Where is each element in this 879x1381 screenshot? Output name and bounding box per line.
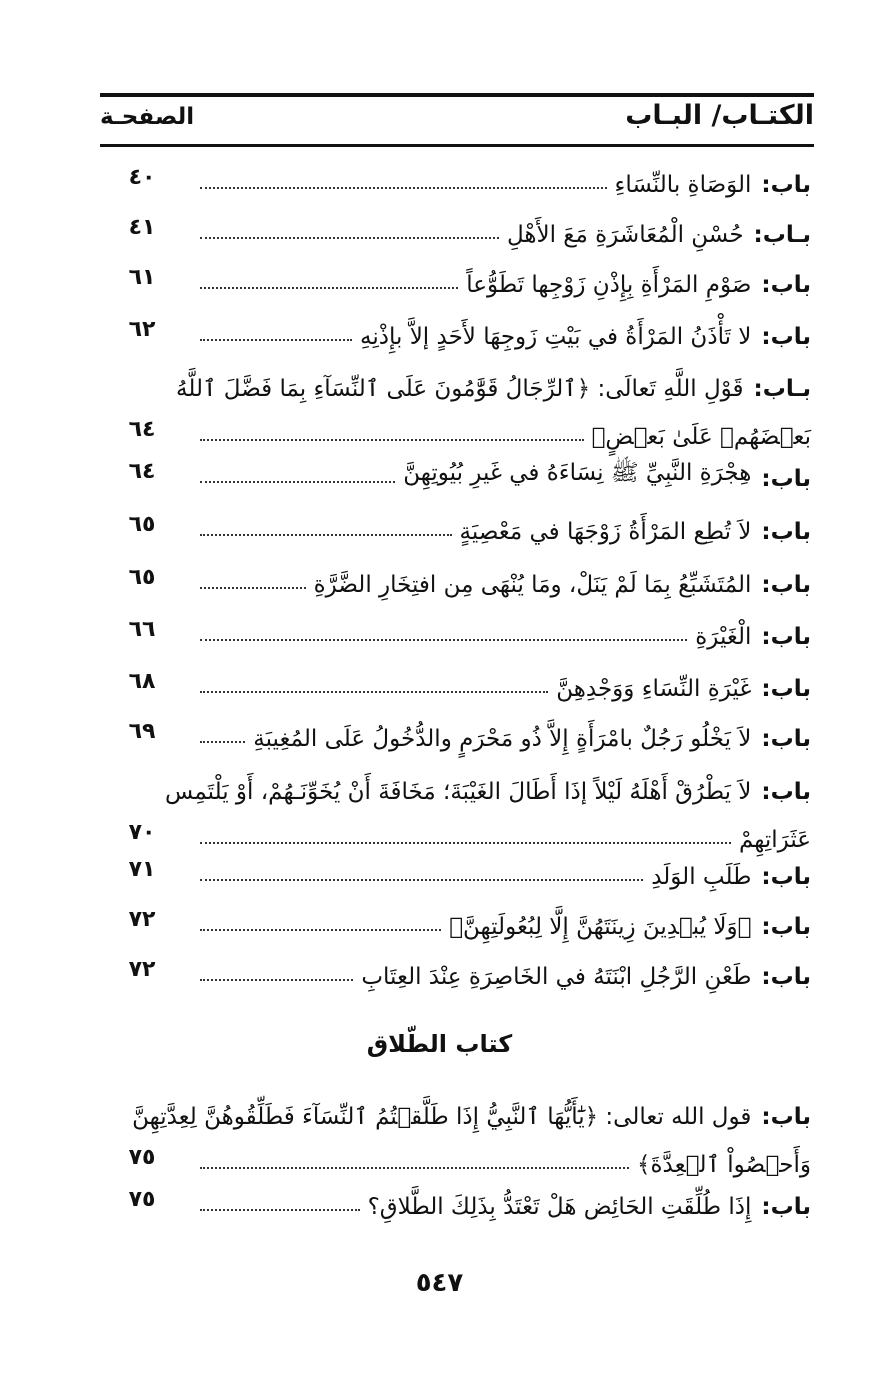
toc-entry-line xyxy=(165,765,811,805)
entry-label: بـاب: xyxy=(753,222,811,248)
entry-title: الوَصَاةِ بالنِّسَاءِ xyxy=(614,172,752,198)
entry-title: ﴿وَلَا يُبۡدِينَ زِينَتَهُنَّ إِلَّا لِبُعُولَتِهِنَّ﴾ xyxy=(449,914,752,940)
entry-title: لا تَأْذَنُ المَرْأَةُ في بَيْتِ زَوجِهَا لأَحَدٍ إلاَّ بإِذْنِهِ xyxy=(360,324,752,350)
toc-entry-line xyxy=(200,158,811,198)
dot-leader xyxy=(200,639,687,641)
entry-label: بـاب: xyxy=(753,376,811,402)
dot-leader xyxy=(200,187,607,189)
entry-page-number: ٧٥ xyxy=(128,1187,156,1212)
toc-entry-line xyxy=(200,1138,811,1178)
page-number: ٥٤٧ xyxy=(415,1268,464,1298)
entry-page-number: ٦٢ xyxy=(128,317,156,342)
toc-header xyxy=(100,92,814,144)
toc-entry-line xyxy=(200,712,811,752)
dot-leader xyxy=(200,339,352,341)
entry-label: باب: xyxy=(761,779,811,805)
entry-page-number: ٧٠ xyxy=(128,820,156,845)
dot-leader xyxy=(200,879,643,881)
toc-entry-line xyxy=(200,850,811,890)
entry-page-number: ٦١ xyxy=(128,265,156,290)
entry-title: إِذَا طُلِّقَتِ الحَائِض هَلْ تَعْتَدُّ بِذَلِكَ الطَّلاقِ؟ xyxy=(367,1194,752,1220)
entry-label: باب: xyxy=(761,172,811,198)
header-page-column: الصفحـة xyxy=(100,104,195,130)
entry-label: باب: xyxy=(761,624,811,650)
toc-entry-line xyxy=(200,662,811,702)
dot-leader xyxy=(200,741,245,743)
toc-entry-line xyxy=(200,310,811,350)
dot-leader xyxy=(200,1209,360,1211)
entry-page-number: ٧٢ xyxy=(128,907,156,932)
toc-entry-line xyxy=(200,558,811,598)
entry-title: وَأَحۡصُواْ ٱلۡعِدَّةَ﴾ xyxy=(636,1152,811,1178)
entry-page-number: ٦٥ xyxy=(128,565,156,590)
entry-page-number: ٤١ xyxy=(128,215,156,240)
dot-leader xyxy=(200,481,395,483)
entry-label: باب: xyxy=(761,1194,811,1220)
entry-page-number: ٧٥ xyxy=(128,1145,156,1170)
header-title: الكتـاب/ البـاب xyxy=(625,100,814,131)
dot-leader xyxy=(200,691,548,693)
entry-page-number: ٦٥ xyxy=(128,512,156,537)
entry-label: باب: xyxy=(761,914,811,940)
dot-leader xyxy=(200,534,452,536)
entry-title: لاَ تُطِع المَرْأَةُ زَوْجَهَا في مَعْصِيَةٍ xyxy=(459,519,752,545)
entry-title: صَوْمِ المَرْأَةِ بِإِذْنِ زَوْجِها تَطَوُّعاً xyxy=(466,272,752,298)
entry-title: هِجْرَةِ النَّبِيِّ ﷺ نِسَاءَهُ في غَيرِ بُيُوتِهِنَّ xyxy=(403,460,752,486)
entry-title: قَوْلِ اللَّهِ تَعالَى: ﴿ٱلرِّجَالُ قَوَّٰمُونَ عَلَى ٱلنِّسَآءِ بِمَا فَضَّلَ ٱللَّهُ xyxy=(176,376,744,402)
entry-title: طَلَبِ الوَلَدِ xyxy=(651,864,752,890)
entry-title: حُسْنِ الْمُعَاشَرَةِ مَعَ الأَهْلِ xyxy=(506,222,744,248)
entry-page-number: ٦٩ xyxy=(128,719,156,744)
entry-title: لاَ يَطْرُقْ أَهْلَهُ لَيْلاً إذَا أَطَالَ الغَيْبَةَ؛ مَخَافَةَ أَنْ يُخَوِّنَـهُمْ، أَوْ يَلْتَمِس xyxy=(165,779,752,805)
toc-entry-line xyxy=(200,208,811,248)
dot-leader xyxy=(200,237,499,239)
entry-title: لاَ يَخْلُو رَجُلٌ بامْرَأَةٍ إِلاَّ ذُو مَحْرَمٍ والدُّخُولُ عَلَى المُغِيبَةِ xyxy=(253,726,752,752)
header-bottom-rule xyxy=(100,144,814,147)
toc-entry-line xyxy=(200,258,811,298)
entry-page-number: ٦٦ xyxy=(128,617,156,642)
entry-label: باب: xyxy=(761,272,811,298)
entry-label: باب: xyxy=(761,726,811,752)
toc-entry-line xyxy=(200,610,811,650)
entry-page-number: ٧٢ xyxy=(128,957,156,982)
entry-page-number: ٧١ xyxy=(128,857,156,882)
entry-label: باب: xyxy=(761,1104,811,1130)
entry-title: الْغَيْرَةِ xyxy=(695,624,752,650)
toc-entry-line xyxy=(200,900,811,940)
toc-entry-line xyxy=(176,362,811,402)
dot-leader xyxy=(200,929,441,931)
entry-title: قول الله تعالى: ﴿يَٰٓأَيُّهَا ٱلنَّبِيُّ إِذَا طَلَّقۡتُمُ ٱلنِّسَآءَ فَطَلِّقُوهُنَّ لِعِدَّتِهِنَّ xyxy=(132,1104,752,1130)
toc-entry-line xyxy=(200,410,811,450)
entry-title: طَعْنِ الرَّجُلِ ابْنَتَهُ في الخَاصِرَةِ عِنْدَ العِتَابِ xyxy=(361,964,752,990)
entry-label: باب: xyxy=(761,324,811,350)
toc-entry-line xyxy=(200,1180,811,1220)
toc-entry-line xyxy=(200,950,811,990)
toc-entry-line xyxy=(132,1090,811,1130)
toc-entry-line xyxy=(200,452,811,492)
dot-leader xyxy=(200,979,353,981)
dot-leader xyxy=(200,587,306,589)
entry-page-number: ٤٠ xyxy=(128,165,156,190)
dot-leader xyxy=(200,287,458,289)
entry-title: عَثَرَاتِهِمْ xyxy=(738,827,811,853)
entry-label: باب: xyxy=(761,572,811,598)
toc-entry-line xyxy=(200,505,811,545)
dot-leader xyxy=(200,1167,629,1169)
entry-page-number: ٦٤ xyxy=(128,459,156,484)
entry-label: باب: xyxy=(761,466,811,492)
entry-page-number: ٦٨ xyxy=(128,669,156,694)
entry-title: غَيْرَةِ النِّسَاءِ وَوَجْدِهِنَّ xyxy=(556,676,752,702)
entry-label: باب: xyxy=(761,676,811,702)
dot-leader xyxy=(200,439,584,441)
section-title: كتاب الطّلاق xyxy=(366,1030,513,1058)
entry-label: باب: xyxy=(761,964,811,990)
entry-title: المُتَشَبِّعُ بِمَا لَمْ يَنَلْ، ومَا يُنْهَى مِن افتِخَارِ الضَّرَّةِ xyxy=(313,572,752,598)
dot-leader xyxy=(200,842,731,844)
entry-label: باب: xyxy=(761,519,811,545)
toc-entry-line xyxy=(200,813,811,853)
entry-label: باب: xyxy=(761,864,811,890)
entry-page-number: ٦٤ xyxy=(128,417,156,442)
entry-title: بَعۡضَهُمۡ عَلَىٰ بَعۡضٍ﴾ xyxy=(591,424,811,450)
